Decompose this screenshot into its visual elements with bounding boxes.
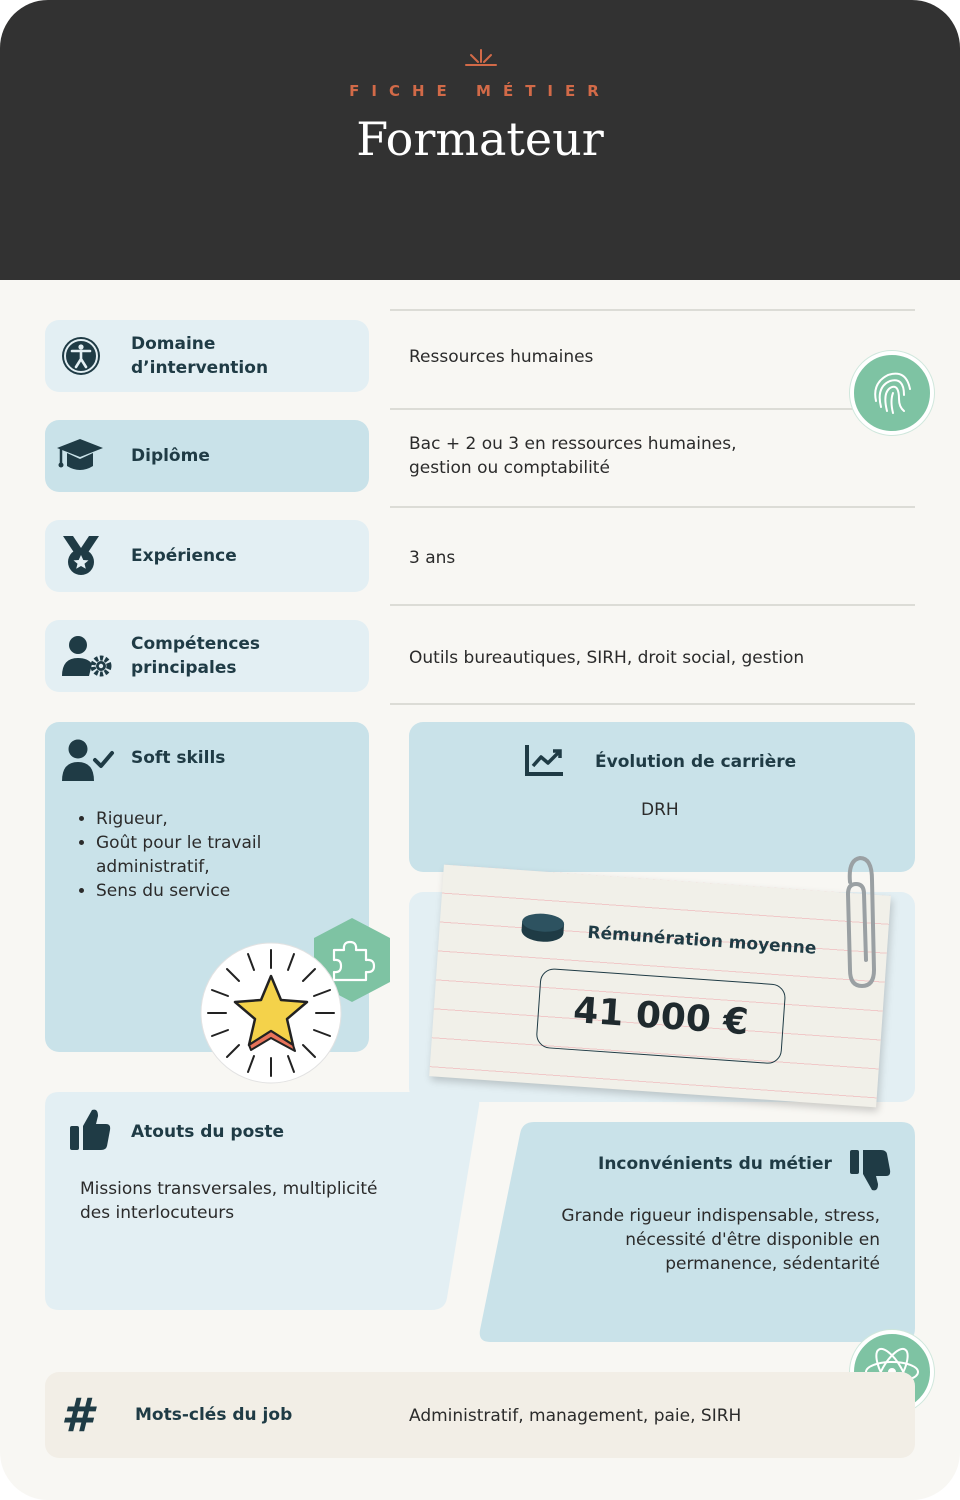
row-value: Ressources humaines (409, 347, 594, 367)
star-sticker-icon (196, 940, 346, 1086)
row-diplome (45, 420, 369, 492)
page-title: Formateur (356, 112, 604, 166)
salary-note (429, 865, 891, 1108)
career-title: Évolution de carrière (595, 752, 797, 772)
list-item: • Rigueur, (96, 807, 336, 831)
keywords-box (45, 1372, 915, 1458)
row-label: Domaine d’intervention (131, 334, 269, 378)
divider (390, 408, 915, 410)
salary-title: Rémunération moyenne (586, 922, 818, 959)
row-label: Diplôme (131, 446, 210, 466)
thumbs-down-icon (848, 1148, 892, 1194)
row-value: Bac + 2 ou 3 en ressources humaines, gestion ou comptabilité (409, 434, 737, 478)
coin-icon (519, 910, 567, 945)
career-value: DRH (641, 800, 679, 820)
row-label: Compétences principales (131, 634, 261, 678)
row-domaine (45, 320, 369, 392)
fingerprint-icon (854, 355, 930, 431)
medal-icon (59, 534, 103, 578)
pros-title: Atouts du poste (131, 1122, 285, 1142)
soft-skills-title: Soft skills (131, 748, 226, 768)
sunrise-icon (464, 48, 498, 68)
cons-text: Grande rigueur indispensable, stress, nécessité d'être disponible en permanence, sédentarité (561, 1206, 880, 1274)
list-item: • Sens du service (96, 879, 336, 903)
line-chart-icon (523, 742, 565, 778)
row-value: Outils bureautiques, SIRH, droit social, gestion (409, 648, 805, 668)
thumbs-up-icon (68, 1106, 112, 1152)
list-item: • Goût pour le travail administratif, (96, 831, 336, 879)
keywords-value: Administratif, management, paie, SIRH (409, 1406, 742, 1426)
row-label: Expérience (131, 546, 237, 566)
divider (390, 309, 915, 311)
salary-value-box (535, 968, 786, 1065)
salary-value: 41 000 € (571, 989, 750, 1043)
row-competences (45, 620, 369, 692)
header (0, 0, 960, 280)
keywords-title: Mots-clés du job (135, 1405, 293, 1425)
row-value: 3 ans (409, 548, 456, 568)
accessibility-icon (59, 334, 103, 378)
user-check-icon (61, 738, 115, 782)
divider (390, 506, 915, 508)
pros-text: Missions transversales, multiplicité des interlocuteurs (80, 1179, 378, 1223)
row-experience (45, 520, 369, 592)
graduation-cap-icon (55, 434, 105, 478)
fingerprint-badge (850, 351, 934, 435)
cons-title: Inconvénients du métier (598, 1154, 832, 1174)
kicker: FICHE MÉTIER (349, 82, 611, 100)
paperclip-icon (836, 852, 884, 992)
soft-skills-list (58, 807, 336, 903)
hashtag-icon: # (61, 1388, 94, 1442)
career-box (409, 722, 915, 872)
divider (390, 703, 915, 705)
user-gear-icon (61, 634, 113, 678)
divider (390, 604, 915, 606)
